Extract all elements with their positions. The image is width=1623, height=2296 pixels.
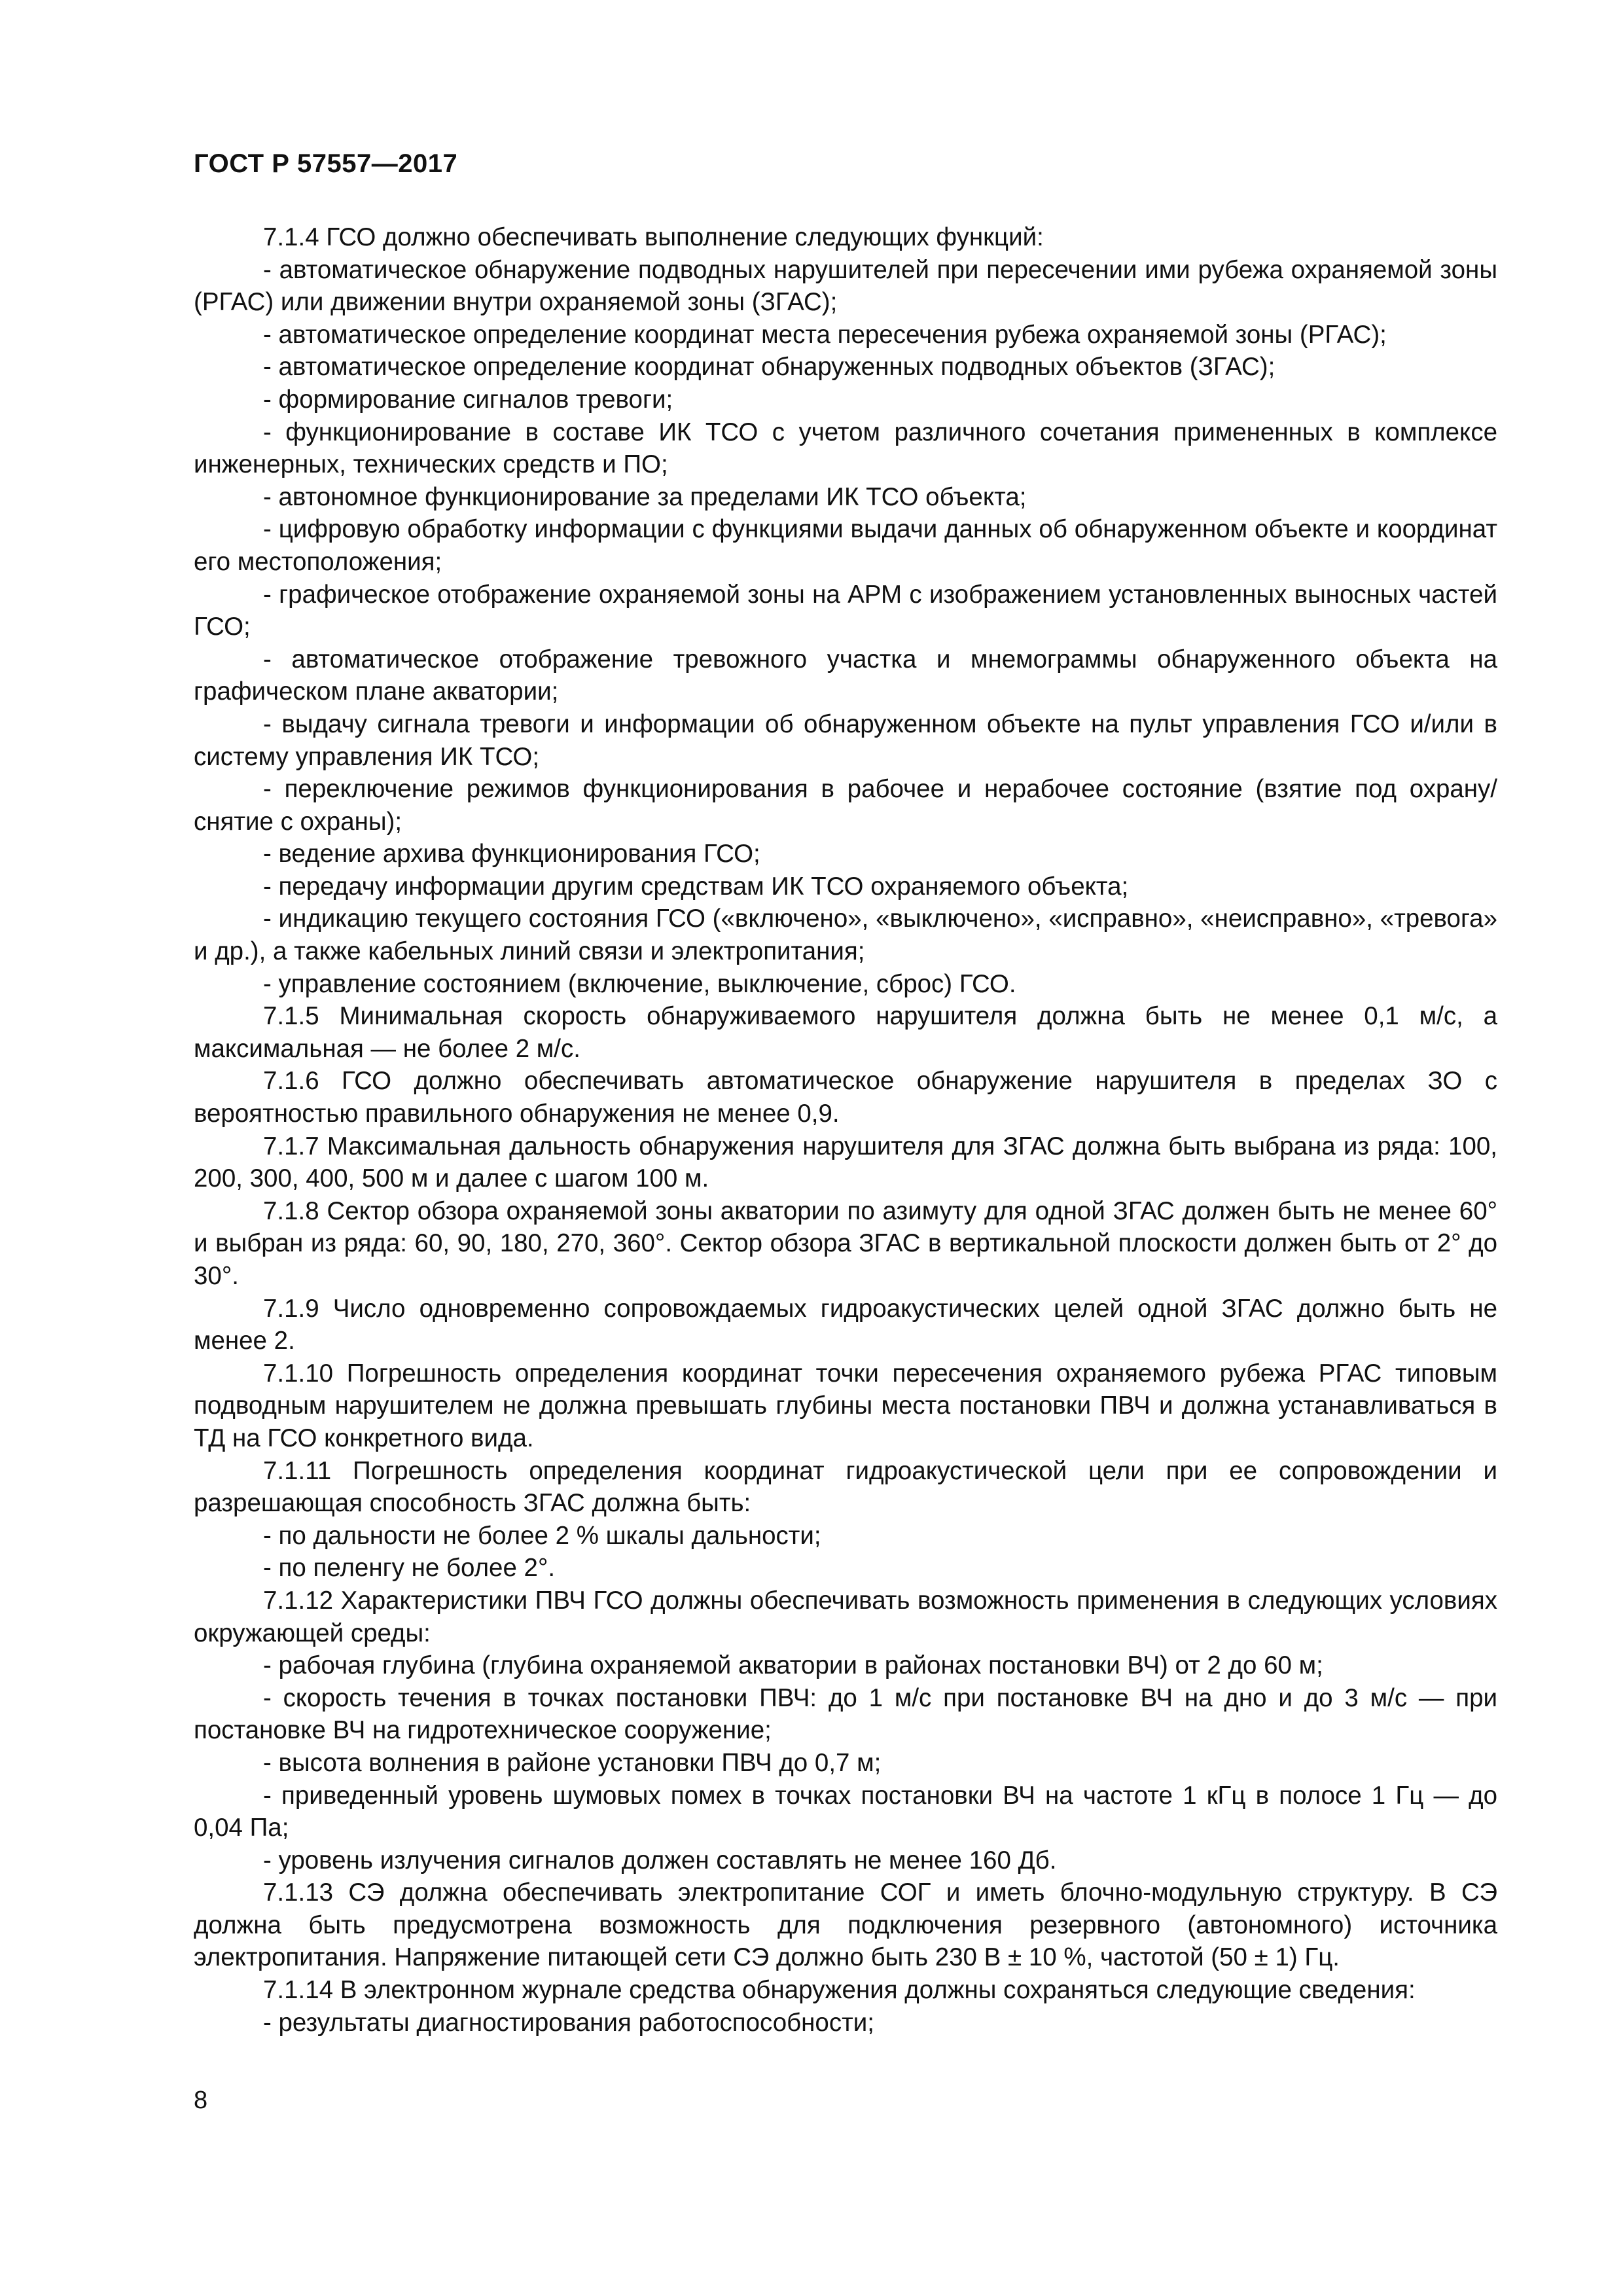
paragraph: 7.1.4 ГСО должно обеспечивать выполнение следующих функций: bbox=[263, 223, 1044, 251]
paragraph: - результаты диагностирования работоспособности; bbox=[263, 2008, 874, 2037]
paragraph: - графическое отображение охраняемой зоны на АРМ с изображением установленных выносных частей ГСО; bbox=[194, 580, 1497, 641]
paragraph: - по пеленгу не более 2°. bbox=[263, 1554, 556, 1583]
paragraph: 7.1.8 Сектор обзора охраняемой зоны акватории по азимуту для одной ЗГАС должен быть не менее 60° и выбран из ряда: 60, 90, 180, 270, 360°. Сектор обзора ЗГАС в вертикальной плоскости должен быть от 2° до 30°. bbox=[194, 1196, 1497, 1290]
paragraph: 7.1.11 Погрешность определения координат гидроакустической цели при ее сопровождении и разрешающая способность ЗГАС должна быть: bbox=[194, 1456, 1497, 1518]
paragraph: - автономное функционирование за пределами ИК ТСО объекта; bbox=[263, 482, 1027, 511]
paragraph: - выдачу сигнала тревоги и информации об обнаруженном объекте на пульт управления ГСО и/или в систему управления ИК ТСО; bbox=[194, 709, 1497, 771]
paragraph: - автоматическое определение координат обнаруженных подводных объектов (ЗГАС); bbox=[263, 353, 1275, 382]
page-number: 8 bbox=[194, 2087, 208, 2114]
paragraph: - приведенный уровень шумовых помех в точках постановки ВЧ на частоте 1 кГц в полосе 1 Гц — до 0,04 Па; bbox=[194, 1781, 1497, 1842]
paragraph: 7.1.6 ГСО должно обеспечивать автоматическое обнаружение нарушителя в пределах ЗО с вероятностью правильного обнаружения не менее 0,9. bbox=[194, 1067, 1497, 1128]
paragraph: - автоматическое отображение тревожного участка и мнемограммы обнаруженного объекта на графическом плане акватории; bbox=[194, 645, 1497, 706]
paragraph: - формирование сигналов тревоги; bbox=[263, 385, 673, 414]
paragraph: - передачу информации другим средствам ИК ТСО охраняемого объекта; bbox=[263, 872, 1129, 901]
paragraph: 7.1.7 Максимальная дальность обнаружения нарушителя для ЗГАС должна быть выбрана из ряда: 100, 200, 300, 400, 500 м и далее с шагом 100 м. bbox=[194, 1132, 1497, 1193]
paragraph: 7.1.13 СЭ должна обеспечивать электропитание СОГ и иметь блочно-модульную структуру. В СЭ должна быть предусмотрена возможность для подключения резервного (автономного) источника электропитания. Напряжение питающей сети СЭ должно быть 230 В ± 10 %, частотой (50 ± 1) Гц. bbox=[194, 1878, 1497, 1972]
paragraph: 7.1.9 Число одновременно сопровождаемых гидроакустических целей одной ЗГАС должно быть не менее 2. bbox=[194, 1294, 1497, 1355]
paragraph: 7.1.12 Характеристики ПВЧ ГСО должны обеспечивать возможность применения в следующих условиях окружающей среды: bbox=[194, 1586, 1497, 1647]
paragraph: - автоматическое определение координат места пересечения рубежа охраняемой зоны (РГАС); bbox=[263, 320, 1387, 349]
paragraph: - по дальности не более 2 % шкалы дальности; bbox=[263, 1521, 821, 1550]
paragraph: 7.1.14 В электронном журнале средства обнаружения должны сохраняться следующие сведения: bbox=[263, 1976, 1416, 2005]
paragraph: - автоматическое обнаружение подводных нарушителей при пересечении ими рубежа охраняемой зоны (РГАС) или движении внутри охраняемой зоны (ЗГАС); bbox=[194, 255, 1497, 317]
paragraph: - ведение архива функционирования ГСО; bbox=[263, 840, 760, 869]
paragraph: - высота волнения в районе установки ПВЧ до 0,7 м; bbox=[263, 1748, 882, 1777]
paragraph: - управление состоянием (включение, выключение, сброс) ГСО. bbox=[263, 969, 1016, 998]
paragraph: - переключение режимов функционирования в рабочее и нерабочее состояние (взятие под охрану/снятие с охраны); bbox=[194, 775, 1497, 836]
paragraph: - цифровую обработку информации с функциями выдачи данных об обнаруженном объекте и координат его местоположения; bbox=[194, 515, 1497, 576]
standard-code-header: ГОСТ Р 57557—2017 bbox=[194, 149, 458, 178]
paragraph: - рабочая глубина (глубина охраняемой акватории в районах постановки ВЧ) от 2 до 60 м; bbox=[263, 1651, 1323, 1680]
paragraph: - индикацию текущего состояния ГСО («включено», «выключено», «исправно», «неисправно», «тревога» и др.), а также кабельных линий связи и электропитания; bbox=[194, 905, 1497, 966]
paragraph: 7.1.5 Минимальная скорость обнаруживаемого нарушителя должна быть не менее 0,1 м/с, а максимальная — не более 2 м/с. bbox=[194, 1002, 1497, 1063]
document-body bbox=[194, 221, 1497, 2039]
paragraph: - функционирование в составе ИК ТСО с учетом различного сочетания примененных в комплексе инженерных, технических средств и ПО; bbox=[194, 418, 1497, 479]
paragraph: - скорость течения в точках постановки ПВЧ: до 1 м/с при постановке ВЧ на дно и до 3 м/с — при постановке ВЧ на гидротехническое сооружение; bbox=[194, 1683, 1497, 1745]
paragraph: 7.1.10 Погрешность определения координат точки пересечения охраняемого рубежа РГАС типовым подводным нарушителем не должна превышать глубины места постановки ПВЧ и должна устанавливаться в ТД на ГСО конкретного вида. bbox=[194, 1359, 1497, 1452]
paragraph: - уровень излучения сигналов должен составлять не менее 160 Дб. bbox=[263, 1846, 1057, 1874]
